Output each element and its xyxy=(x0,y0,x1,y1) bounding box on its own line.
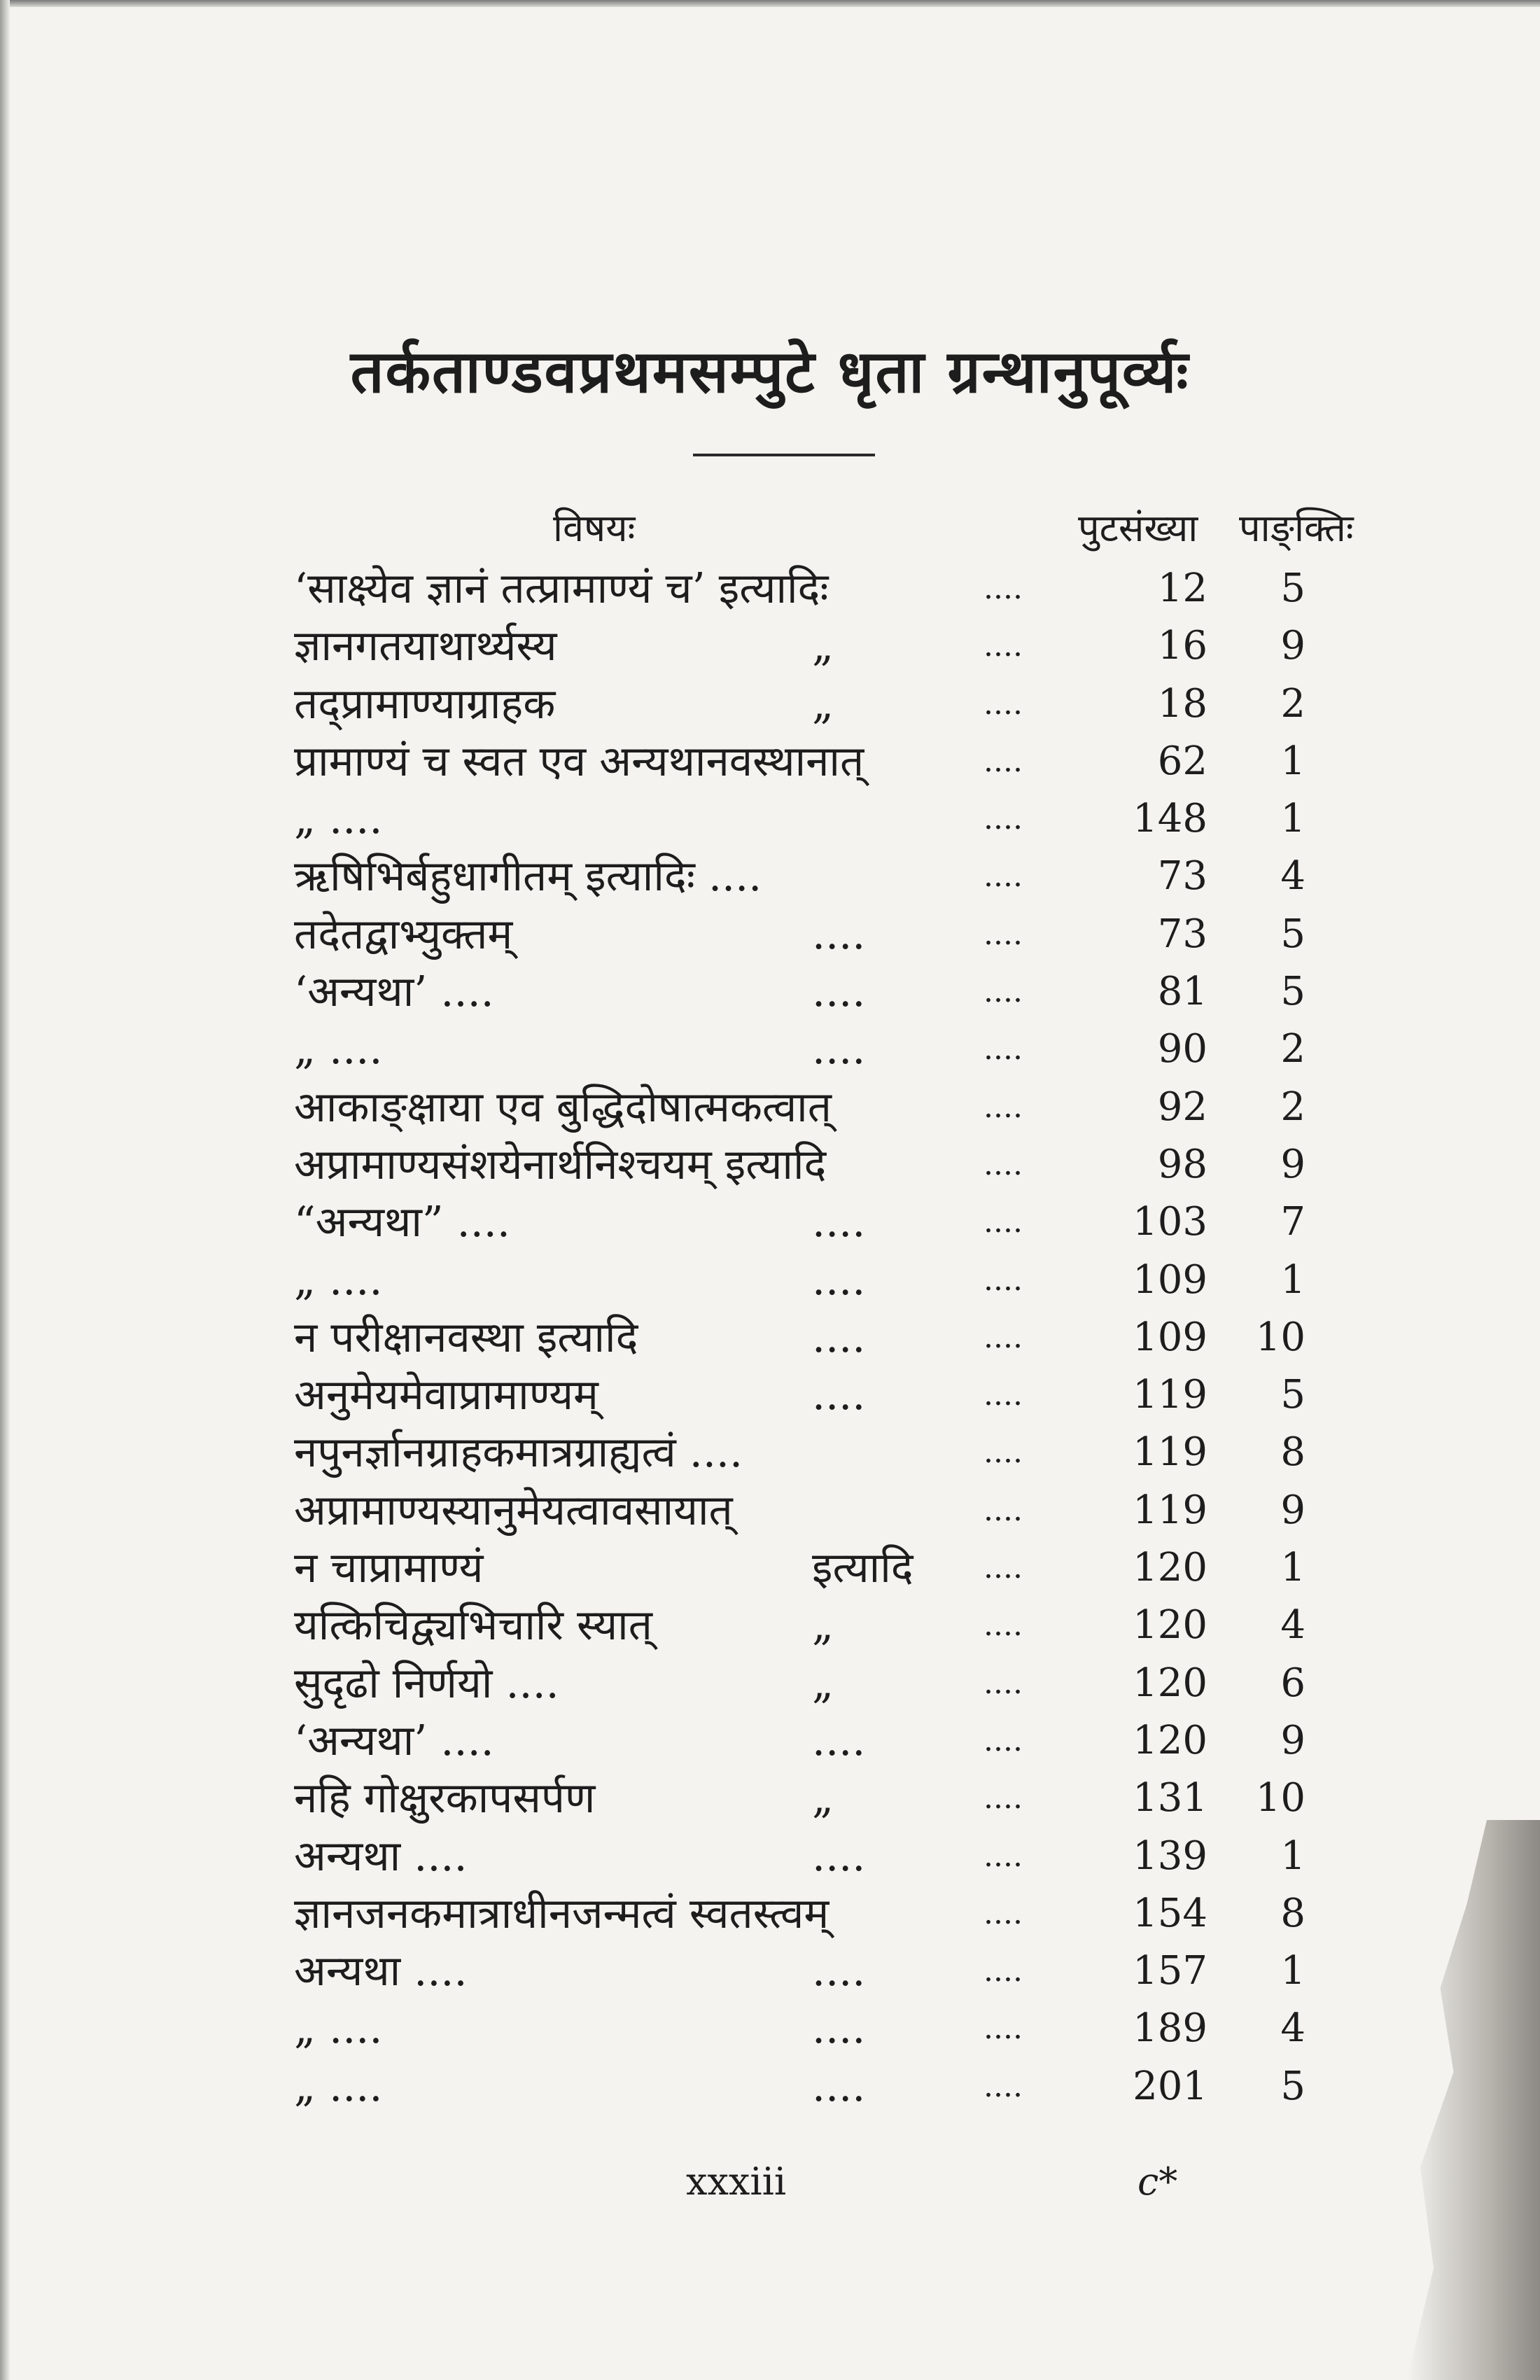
row-subject: तद्प्रामाण्याग्राहक xyxy=(294,679,556,729)
row-leader-dots: .... xyxy=(983,916,1023,952)
row-leader-dots: .... xyxy=(983,1088,1023,1125)
row-page-number: 131 xyxy=(1133,1775,1208,1821)
row-leader-dots: .... xyxy=(983,1492,1023,1528)
row-subject: „ .... xyxy=(294,1255,383,1305)
row-page-number: 90 xyxy=(1157,1026,1208,1072)
table-row xyxy=(0,1079,1540,1136)
row-ditto: .... xyxy=(812,1716,866,1765)
table-row xyxy=(0,1885,1540,1942)
row-subject: न चाप्रामाण्यं xyxy=(294,1544,484,1593)
row-leader-dots: .... xyxy=(983,1261,1023,1298)
table-row xyxy=(0,1828,1540,1885)
row-subject: अप्रामाण्यस्यानुमेयत्वावसायात् xyxy=(294,1485,733,1535)
row-subject: यत्किचिद्व्यभिचारि स्यात् xyxy=(294,1601,652,1651)
index-table xyxy=(0,560,1540,2115)
row-leader-dots: .... xyxy=(983,570,1023,606)
table-row xyxy=(0,1136,1540,1194)
row-page-number: 81 xyxy=(1157,969,1208,1015)
row-line-number: 5 xyxy=(1280,566,1306,611)
table-row xyxy=(0,2058,1540,2115)
row-page-number: 120 xyxy=(1133,1602,1208,1648)
row-ditto: .... xyxy=(812,1312,866,1362)
table-row xyxy=(0,1366,1540,1424)
row-page-number: 73 xyxy=(1157,911,1208,957)
row-subject: ‘साक्ष्येव ज्ञानं तत्प्रामाण्यं च’ इत्यादिः xyxy=(294,564,829,613)
signature-mark: c* xyxy=(1138,2160,1178,2204)
row-ditto: .... xyxy=(812,1198,866,1247)
row-line-number: 1 xyxy=(1280,738,1306,784)
row-line-number: 8 xyxy=(1280,1890,1306,1936)
table-row xyxy=(0,1424,1540,1481)
row-subject: ‘अन्यथा’ .... xyxy=(294,1716,494,1765)
row-subject: „ .... xyxy=(294,2004,383,2054)
row-subject: अप्रामाण्यसंशयेनार्थनिश्चयम् इत्यादि xyxy=(294,1140,827,1189)
row-ditto: „ xyxy=(812,622,834,671)
row-leader-dots: .... xyxy=(983,801,1023,837)
row-leader-dots: .... xyxy=(983,1146,1023,1182)
page-edge-top xyxy=(0,0,1540,7)
row-line-number: 1 xyxy=(1280,1256,1306,1303)
table-row xyxy=(0,617,1540,675)
row-leader-dots: .... xyxy=(983,1434,1023,1471)
row-ditto: „ xyxy=(812,1774,834,1823)
table-row xyxy=(0,1597,1540,1654)
row-leader-dots: .... xyxy=(983,743,1023,779)
row-subject: सुदृढो निर्णयो .... xyxy=(294,1658,559,1708)
row-page-number: 189 xyxy=(1133,2005,1208,2052)
row-subject: „ .... xyxy=(294,794,383,844)
row-subject: नपुनर्ज्ञानग्राहकमात्रग्राह्यत्वं .... xyxy=(294,1428,743,1478)
table-row xyxy=(0,906,1540,963)
row-subject: न परीक्षानवस्था इत्यादि xyxy=(294,1312,638,1362)
row-leader-dots: .... xyxy=(983,2068,1023,2104)
row-ditto: .... xyxy=(812,967,866,1017)
row-page-number: 109 xyxy=(1133,1314,1208,1360)
table-row xyxy=(0,733,1540,790)
row-leader-dots: .... xyxy=(983,1837,1023,1874)
row-page-number: 98 xyxy=(1157,1141,1208,1187)
row-subject: नहि गोक्षुरकापसर्पण xyxy=(294,1774,596,1823)
table-row xyxy=(0,560,1540,617)
row-subject: अनुमेयमेवाप्रामाण्यम् xyxy=(294,1371,598,1420)
table-row xyxy=(0,1942,1540,2000)
row-ditto: .... xyxy=(812,1371,866,1420)
table-row xyxy=(0,963,1540,1021)
row-leader-dots: .... xyxy=(983,2010,1023,2047)
table-row xyxy=(0,1309,1540,1366)
row-page-number: 201 xyxy=(1133,2063,1208,2109)
row-ditto: .... xyxy=(812,2004,866,2054)
row-page-number: 148 xyxy=(1133,796,1208,842)
row-page-number: 139 xyxy=(1133,1833,1208,1879)
row-page-number: 18 xyxy=(1157,680,1208,727)
table-row xyxy=(0,1712,1540,1770)
row-subject: ज्ञानगतयाथार्थ्यस्य xyxy=(294,622,557,671)
row-line-number: 1 xyxy=(1280,796,1306,842)
row-leader-dots: .... xyxy=(983,858,1023,895)
row-line-number: 2 xyxy=(1280,1084,1306,1130)
row-leader-dots: .... xyxy=(983,1780,1023,1816)
row-line-number: 4 xyxy=(1280,1602,1306,1648)
row-ditto: „ xyxy=(812,1601,834,1651)
table-row xyxy=(0,1482,1540,1539)
row-page-number: 12 xyxy=(1157,566,1208,611)
row-leader-dots: .... xyxy=(983,1722,1023,1758)
row-leader-dots: .... xyxy=(983,1550,1023,1586)
table-row xyxy=(0,848,1540,905)
row-subject: ऋषिभिर्बहुधागीतम् इत्यादिः .... xyxy=(294,852,762,902)
row-line-number: 1 xyxy=(1280,1948,1306,1994)
row-page-number: 120 xyxy=(1133,1660,1208,1706)
table-row xyxy=(0,676,1540,733)
table-row xyxy=(0,1655,1540,1712)
row-line-number: 5 xyxy=(1280,1372,1306,1418)
table-row xyxy=(0,1539,1540,1597)
row-subject: तदेतद्वाभ्युक्तम् xyxy=(294,909,513,959)
row-subject: अन्यथा .... xyxy=(294,1947,468,1996)
row-page-number: 154 xyxy=(1133,1890,1208,1936)
row-page-number: 119 xyxy=(1133,1487,1208,1533)
row-line-number: 5 xyxy=(1280,969,1306,1015)
row-line-number: 4 xyxy=(1280,2005,1306,2052)
row-page-number: 109 xyxy=(1133,1256,1208,1303)
row-page-number: 92 xyxy=(1157,1084,1208,1130)
row-leader-dots: .... xyxy=(983,1377,1023,1413)
row-line-number: 5 xyxy=(1280,2063,1306,2109)
row-ditto: .... xyxy=(812,1831,866,1881)
row-subject: प्रामाण्यं च स्वत एव अन्यथानवस्थानात् xyxy=(294,736,864,786)
row-ditto: .... xyxy=(812,909,866,959)
row-leader-dots: .... xyxy=(983,1031,1023,1068)
row-leader-dots: .... xyxy=(983,974,1023,1010)
row-ditto: „ xyxy=(812,679,834,729)
row-line-number: 10 xyxy=(1255,1775,1306,1821)
row-line-number: 7 xyxy=(1280,1199,1306,1245)
row-line-number: 10 xyxy=(1255,1314,1306,1360)
table-row xyxy=(0,1252,1540,1309)
row-ditto: .... xyxy=(812,1025,866,1074)
row-line-number: 2 xyxy=(1280,680,1306,727)
table-row xyxy=(0,1770,1540,1827)
row-subject: अन्यथा .... xyxy=(294,1831,468,1881)
row-leader-dots: .... xyxy=(983,1895,1023,1931)
table-row xyxy=(0,2000,1540,2057)
row-subject: „ .... xyxy=(294,1025,383,1074)
title-rule xyxy=(693,454,875,456)
header-subject: विषयः xyxy=(553,506,636,550)
row-ditto: .... xyxy=(812,1255,866,1305)
row-line-number: 9 xyxy=(1280,1487,1306,1533)
page-number: xxxiii xyxy=(686,2160,787,2204)
table-row xyxy=(0,790,1540,848)
header-line: पाङ्क्तिः xyxy=(1239,506,1354,550)
row-line-number: 1 xyxy=(1280,1545,1306,1591)
row-page-number: 120 xyxy=(1133,1717,1208,1763)
row-leader-dots: .... xyxy=(983,1607,1023,1644)
table-row xyxy=(0,1021,1540,1078)
row-page-number: 73 xyxy=(1157,853,1208,899)
row-page-number: 16 xyxy=(1157,623,1208,669)
row-subject: “अन्यथा” .... xyxy=(294,1198,510,1247)
row-leader-dots: .... xyxy=(983,1953,1023,1989)
row-line-number: 9 xyxy=(1280,1141,1306,1187)
table-row xyxy=(0,1194,1540,1251)
row-page-number: 119 xyxy=(1133,1372,1208,1418)
row-line-number: 5 xyxy=(1280,911,1306,957)
row-leader-dots: .... xyxy=(983,1319,1023,1355)
row-subject: ज्ञानजनकमात्राधीनजन्मत्वं स्वतस्त्वम् xyxy=(294,1889,830,1938)
row-subject: आकाङ्क्षाया एव बुद्धिदोषात्मकत्वात् xyxy=(294,1082,832,1132)
row-line-number: 1 xyxy=(1280,1833,1306,1879)
row-ditto: .... xyxy=(812,2062,866,2111)
row-line-number: 6 xyxy=(1280,1660,1306,1706)
row-page-number: 62 xyxy=(1157,738,1208,784)
row-page-number: 103 xyxy=(1133,1199,1208,1245)
row-ditto: इत्यादि xyxy=(812,1544,913,1593)
row-leader-dots: .... xyxy=(983,1204,1023,1240)
header-page: पुटसंख्या xyxy=(1078,506,1198,550)
row-line-number: 4 xyxy=(1280,853,1306,899)
row-leader-dots: .... xyxy=(983,1665,1023,1701)
row-subject: ‘अन्यथा’ .... xyxy=(294,967,494,1017)
page-title: तर्कताण्डवप्रथमसम्पुटे धृता ग्रन्थानुपूर्व्यः xyxy=(350,337,1190,406)
row-page-number: 157 xyxy=(1133,1948,1208,1994)
row-ditto: „ xyxy=(812,1658,834,1708)
row-line-number: 9 xyxy=(1280,623,1306,669)
row-leader-dots: .... xyxy=(983,685,1023,722)
row-line-number: 8 xyxy=(1280,1429,1306,1476)
row-subject: „ .... xyxy=(294,2062,383,2111)
row-line-number: 9 xyxy=(1280,1717,1306,1763)
row-page-number: 119 xyxy=(1133,1429,1208,1476)
row-leader-dots: .... xyxy=(983,628,1023,664)
row-ditto: .... xyxy=(812,1947,866,1996)
row-page-number: 120 xyxy=(1133,1545,1208,1591)
row-line-number: 2 xyxy=(1280,1026,1306,1072)
